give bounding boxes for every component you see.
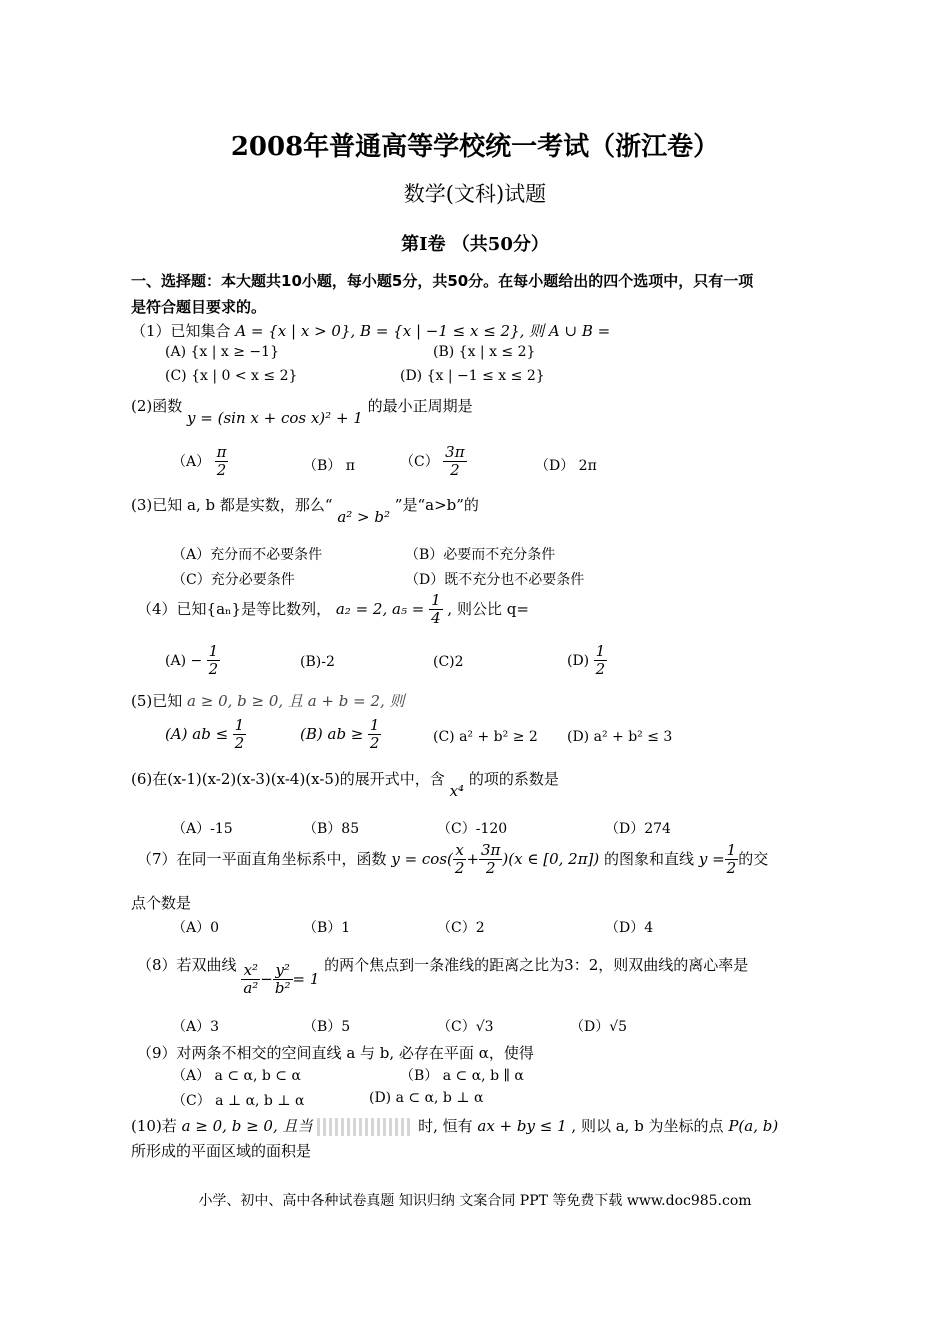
fraction-numerator: 3π bbox=[481, 841, 501, 859]
q1-option-d: (D) {x | −1 ≤ x ≤ 2} bbox=[400, 368, 545, 384]
q2-option-c-label: （C） bbox=[400, 453, 439, 470]
q8-fraction-1 bbox=[241, 962, 260, 998]
q4-option-a-label: (A) − bbox=[165, 652, 203, 669]
q3-math: a² > b² bbox=[337, 508, 391, 526]
q2-option-a-fraction bbox=[215, 444, 229, 480]
q9-option-b: （B） a ⊂ α, b ∥ α bbox=[400, 1068, 524, 1084]
q2-option-a bbox=[172, 444, 228, 480]
q1-math: A = {x | x > 0}, B = {x | −1 ≤ x ≤ 2}, 则 A ∪ B = bbox=[235, 322, 611, 340]
q7-line-pre: y = bbox=[698, 849, 725, 868]
q10-tail2: , 则以 a, b 为坐标的点 bbox=[571, 1117, 724, 1135]
q7-option-d: （D）4 bbox=[605, 920, 654, 936]
q8-option-b: （B）5 bbox=[303, 1019, 351, 1035]
q9-option-c: （C） a ⊥ α, b ⊥ α bbox=[172, 1093, 305, 1109]
q2-option-c-fraction bbox=[443, 444, 466, 480]
q7-fraction-1 bbox=[453, 842, 467, 878]
page-footer: 小学、初中、高中各种试卷真题 知识归纳 文案合同 PPT 等免费下载 www.doc985.com bbox=[198, 1193, 752, 1209]
volume-heading: 第Ⅰ卷 （共50分） bbox=[401, 234, 549, 255]
q1-option-b: (B) {x | x ≤ 2} bbox=[433, 344, 536, 360]
q5-option-a-fraction bbox=[233, 717, 247, 753]
q7-stem-text: （7）在同一平面直角坐标系中，函数 bbox=[137, 849, 387, 868]
q10-math2: ax + by ≤ 1 bbox=[477, 1117, 567, 1135]
fraction-denominator: 2 bbox=[216, 461, 227, 480]
q5-option-c: (C) a² + b² ≥ 2 bbox=[433, 729, 538, 745]
fraction-denominator: 2 bbox=[454, 859, 465, 878]
q5-option-b-fraction bbox=[368, 717, 382, 753]
fraction-numerator: x bbox=[453, 842, 467, 860]
section-instructions-line1: 一、选择题：本大题共10小题，每小题5分，共50分。在每小题给出的四个选项中，只有一项 bbox=[131, 272, 754, 290]
q5-stem-text: (5)已知 bbox=[131, 692, 183, 710]
fraction-numerator: 3π bbox=[445, 443, 465, 461]
fraction-denominator: 2 bbox=[234, 734, 245, 753]
fraction-numerator: 1 bbox=[234, 716, 245, 734]
q10-stem-text: (10)若 bbox=[131, 1117, 177, 1135]
q4-math: a₂ = 2, a₅ = bbox=[335, 599, 425, 618]
q3-stem-text: (3)已知 a, b 都是实数，那么“ bbox=[131, 496, 333, 514]
q2-option-b: （B） π bbox=[303, 458, 355, 474]
q2-stem-text: (2)函数 bbox=[131, 397, 183, 415]
fraction-denominator: a² bbox=[243, 979, 259, 998]
q7-fraction-3 bbox=[725, 842, 739, 878]
fraction-denominator: 2 bbox=[208, 660, 219, 679]
q8-minus: − bbox=[260, 969, 273, 988]
q4-option-d-fraction bbox=[594, 643, 608, 679]
q1-option-a: (A) {x | x ≥ −1} bbox=[165, 344, 279, 360]
q8-equation bbox=[241, 962, 319, 998]
q9-stem: （9）对两条不相交的空间直线 a 与 b, 必存在平面 α，使得 bbox=[137, 1044, 534, 1062]
q5-stem bbox=[131, 690, 405, 711]
q3-stem bbox=[131, 494, 479, 526]
fraction-denominator: 4 bbox=[431, 609, 441, 628]
fraction-numerator: π bbox=[216, 443, 227, 461]
section-instructions-line2: 是符合题目要求的。 bbox=[131, 298, 267, 316]
q4-stem-text: （4）已知{aₙ}是等比数列， bbox=[137, 599, 332, 618]
q5-option-b bbox=[300, 717, 381, 753]
fraction-numerator: x² bbox=[241, 962, 260, 980]
q7-stem-mid: 的图象和直线 bbox=[604, 849, 695, 868]
fraction-numerator: 1 bbox=[369, 716, 380, 734]
q7-math-post: )(x ∈ [0, 2π]) bbox=[502, 849, 600, 868]
q6-option-b: （B）85 bbox=[303, 821, 360, 837]
q2-math: y = (sin x + cos x)² + 1 bbox=[187, 409, 363, 427]
q8-option-c: （C）√3 bbox=[437, 1019, 494, 1035]
q4-option-a bbox=[165, 643, 220, 679]
q8-stem bbox=[137, 948, 749, 998]
q3-option-c: （C）充分必要条件 bbox=[172, 572, 295, 588]
q2-option-d: （D） 2π bbox=[535, 458, 597, 474]
q6-stem-text: (6)在(x-1)(x-2)(x-3)(x-4)(x-5)的展开式中，含 bbox=[131, 770, 445, 788]
q4-option-a-fraction bbox=[207, 643, 221, 679]
q8-stem-tail: 的两个焦点到一条准线的距离之比为3：2，则双曲线的离心率是 bbox=[324, 955, 749, 974]
fraction-numerator: 1 bbox=[208, 642, 219, 660]
q4-fraction bbox=[429, 592, 443, 628]
q8-option-a: （A）3 bbox=[172, 1019, 220, 1035]
q10-stem-line2: 所形成的平面区域的面积是 bbox=[131, 1142, 312, 1160]
q2-option-a-label: （A） bbox=[172, 453, 211, 470]
q5-math: a ≥ 0, b ≥ 0, 且 a + b = 2, 则 bbox=[187, 692, 405, 710]
fraction-numerator: 1 bbox=[726, 841, 737, 859]
fraction-numerator: y² bbox=[273, 962, 293, 980]
q4-stem-tail: , 则公比 q= bbox=[447, 599, 529, 618]
q4-stem bbox=[137, 592, 529, 628]
q10-math3: P(a, b) bbox=[728, 1117, 779, 1135]
q6-math: x⁴ bbox=[449, 782, 465, 800]
page-subtitle: 数学(文科)试题 bbox=[403, 182, 547, 206]
fraction-numerator: 1 bbox=[431, 591, 441, 609]
q1-option-c: (C) {x | 0 < x ≤ 2} bbox=[165, 368, 298, 384]
q4-option-c: (C)2 bbox=[433, 654, 464, 670]
q7-stem bbox=[137, 842, 768, 878]
q1-stem bbox=[131, 320, 610, 341]
q3-stem-tail: ”是“a>b”的 bbox=[394, 496, 479, 514]
q8-equals: = 1 bbox=[292, 969, 320, 988]
q7-math-pre: y = cos( bbox=[391, 849, 453, 868]
fraction-denominator: 2 bbox=[369, 734, 380, 753]
q9-option-d: (D) a ⊂ α, b ⊥ α bbox=[369, 1090, 484, 1106]
q6-stem bbox=[131, 768, 559, 800]
q8-option-d: （D）√5 bbox=[570, 1019, 628, 1035]
q9-option-a: （A） a ⊂ α, b ⊂ α bbox=[172, 1068, 301, 1084]
q3-option-d: （D）既不充分也不必要条件 bbox=[405, 572, 585, 588]
fraction-denominator: 2 bbox=[595, 660, 606, 679]
q10-illegible-condition bbox=[317, 1118, 413, 1136]
fraction-numerator: 1 bbox=[595, 642, 606, 660]
q3-option-b: （B）必要而不充分条件 bbox=[405, 547, 556, 563]
q4-option-d-label: (D) bbox=[567, 652, 590, 669]
fraction-denominator: 2 bbox=[726, 859, 737, 878]
q7-stem-line2: 点个数是 bbox=[131, 894, 192, 912]
fraction-denominator: 2 bbox=[485, 859, 496, 878]
q7-stem-tail: 的交 bbox=[738, 849, 769, 868]
q2-option-c bbox=[400, 444, 467, 480]
q8-fraction-2 bbox=[273, 962, 293, 998]
q2-stem-tail: 的最小正周期是 bbox=[367, 397, 473, 415]
q5-option-a bbox=[165, 717, 246, 753]
q10-math: a ≥ 0, b ≥ 0, 且当 bbox=[181, 1117, 313, 1135]
q3-option-a: （A）充分而不必要条件 bbox=[172, 547, 323, 563]
fraction-denominator: 2 bbox=[450, 461, 460, 480]
q10-tail1: 时, 恒有 bbox=[418, 1117, 473, 1135]
fraction-denominator: b² bbox=[274, 979, 291, 998]
q6-option-c: （C）-120 bbox=[437, 821, 508, 837]
q6-option-a: （A）-15 bbox=[172, 821, 233, 837]
q6-stem-tail: 的项的系数是 bbox=[468, 770, 559, 788]
q7-fraction-2 bbox=[479, 842, 502, 878]
q10-stem bbox=[131, 1115, 778, 1136]
q1-stem-text: （1）已知集合 bbox=[131, 322, 231, 340]
q5-option-d: (D) a² + b² ≤ 3 bbox=[567, 729, 673, 745]
q5-option-b-label: (B) ab ≥ bbox=[300, 724, 364, 743]
q7-option-a: （A）0 bbox=[172, 920, 220, 936]
q4-option-d bbox=[567, 643, 607, 679]
q4-option-b: (B)-2 bbox=[300, 654, 335, 670]
q2-stem bbox=[131, 395, 473, 427]
q7-option-b: （B）1 bbox=[303, 920, 351, 936]
page-title: 2008年普通高等学校统一考试（浙江卷） bbox=[230, 132, 720, 162]
q5-option-a-label: (A) ab ≤ bbox=[165, 724, 229, 743]
q8-stem-text: （8）若双曲线 bbox=[137, 955, 237, 974]
q6-option-d: （D）274 bbox=[605, 821, 671, 837]
q7-option-c: （C）2 bbox=[437, 920, 485, 936]
q7-plus: + bbox=[466, 849, 480, 868]
